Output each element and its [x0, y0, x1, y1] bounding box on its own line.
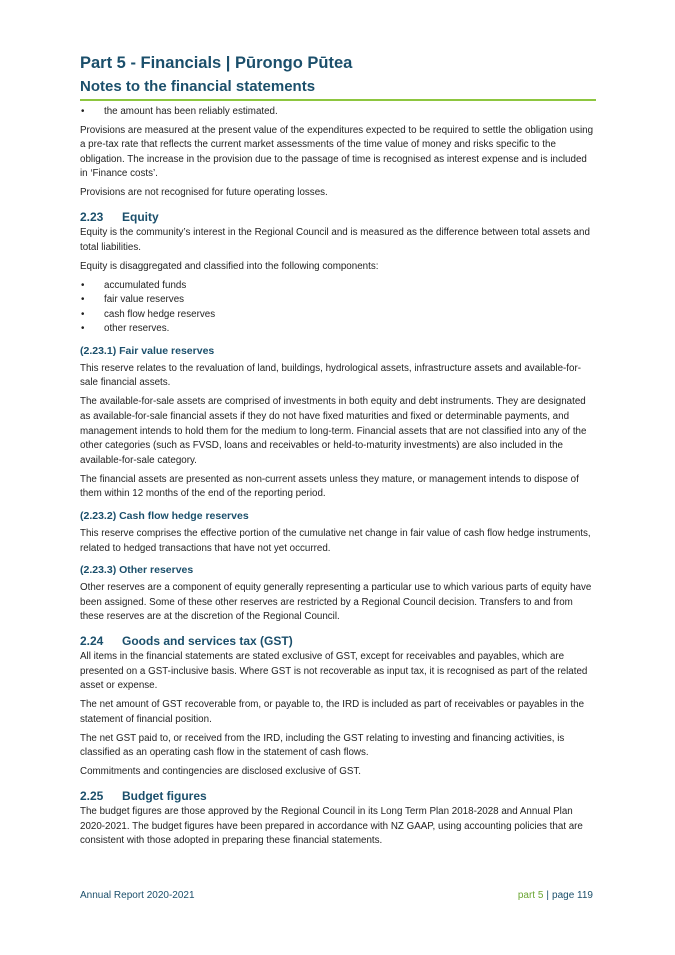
subsection-heading-other-reserves: (2.23.3) Other reserves	[80, 564, 194, 577]
list-item: • fair value reserves	[80, 293, 596, 308]
section-heading-budget: 2.25 Budget figures	[80, 788, 207, 803]
footer-page-info: part 5 | page 119	[517, 890, 593, 901]
part-title: Part 5 - Financials | Pūrongo Pūtea	[80, 54, 353, 72]
paragraph: Equity is disaggregated and classified into the following components:	[80, 260, 379, 272]
section-heading-gst: 2.24 Goods and services tax (GST)	[80, 633, 293, 648]
list-item: • cash flow hedge reserves	[80, 308, 596, 323]
paragraph: The budget figures are those approved by the Regional Council in its Long Term Plan 2018-2028 and Annual Plan 2020-2021. The budget figures have been prepared in accordance with NZ GAAP, using accounting policies that are consistent with those adopted in preparing these financial statements.	[80, 805, 583, 847]
paragraph: The financial assets are presented as non-current assets unless they mature, or management intends to dispose of them within 12 months of the end of the reporting period.	[80, 473, 579, 500]
paragraph: Commitments and contingencies are disclosed exclusive of GST.	[80, 766, 361, 778]
section-heading-equity: 2.23 Equity	[80, 209, 159, 224]
notes-title: Notes to the financial statements	[80, 77, 596, 101]
subsection-heading-fair-value: (2.23.1) Fair value reserves	[80, 344, 215, 357]
paragraph: The available-for-sale assets are comprised of investments in both equity and debt instruments. They are designated as available-for-sale financial assets if they do not have fixed maturities and fixed or determinable payments, and management intends to hold them for the medium to long-term. Financial assets that are not classified into any of the other categories (such as FVSD, loans and receivables or held-to-maturity investments) are also included in the available-for-sale category.	[80, 396, 587, 466]
equity-components-list	[80, 279, 596, 337]
list-item: • other reserves.	[80, 322, 596, 337]
list-item: • accumulated funds	[80, 279, 596, 294]
paragraph: The net GST paid to, or received from the IRD, including the GST relating to investing and financing activities, is classified as an operating cash flow in the statement of cash flows.	[80, 732, 565, 759]
footer-report-title: Annual Report 2020-2021	[80, 890, 195, 901]
paragraph: Provisions are not recognised for future operating losses.	[80, 187, 328, 199]
paragraph: All items in the financial statements are stated exclusive of GST, except for receivables and payables, which are presented on a GST-inclusive basis. Where GST is not recoverable as input tax, it is recognised as part of the related asset or expense.	[80, 650, 588, 692]
page-body	[80, 52, 596, 853]
paragraph: This reserve comprises the effective portion of the cumulative net change in fair value of cash flow hedge instruments, related to hedged transactions that have not yet occurred.	[80, 528, 591, 554]
paragraph: Other reserves are a component of equity generally representing a particular use to which various parts of equity have been assigned. Some of these other reserves are restricted by a Regional Council decision. Transfers to and from these reserves are at the discretion of the Regional Council.	[80, 582, 592, 623]
bullet-icon: •	[81, 323, 85, 335]
bullet-icon: •	[81, 279, 85, 291]
list-item: • the amount has been reliably estimated.	[80, 105, 596, 120]
paragraph: The net amount of GST recoverable from, or payable to, the IRD is included as part of receivables or payables in the statement of financial position.	[80, 699, 585, 725]
bullet-icon: •	[81, 294, 85, 306]
paragraph: Provisions are measured at the present value of the expenditures expected to be required to settle the obligation using a pre-tax rate that reflects the current market assessments of the time value of money and risks specific to the obligation. The increase in the provision due to the passage of time is recognised as interest expense and is included in ‘Finance costs’.	[80, 124, 594, 180]
paragraph: This reserve relates to the revaluation of land, buildings, hydrological assets, infrastructure assets and available-for-sale financial assets.	[80, 362, 581, 389]
bullet-icon: •	[81, 308, 85, 320]
paragraph: Equity is the community’s interest in the Regional Council and is measured as the difference between total assets and total liabilities.	[80, 226, 590, 253]
bullet-icon: •	[81, 106, 85, 117]
subsection-heading-cash-flow: (2.23.2) Cash flow hedge reserves	[80, 510, 249, 523]
intro-bullet-list	[80, 105, 596, 120]
